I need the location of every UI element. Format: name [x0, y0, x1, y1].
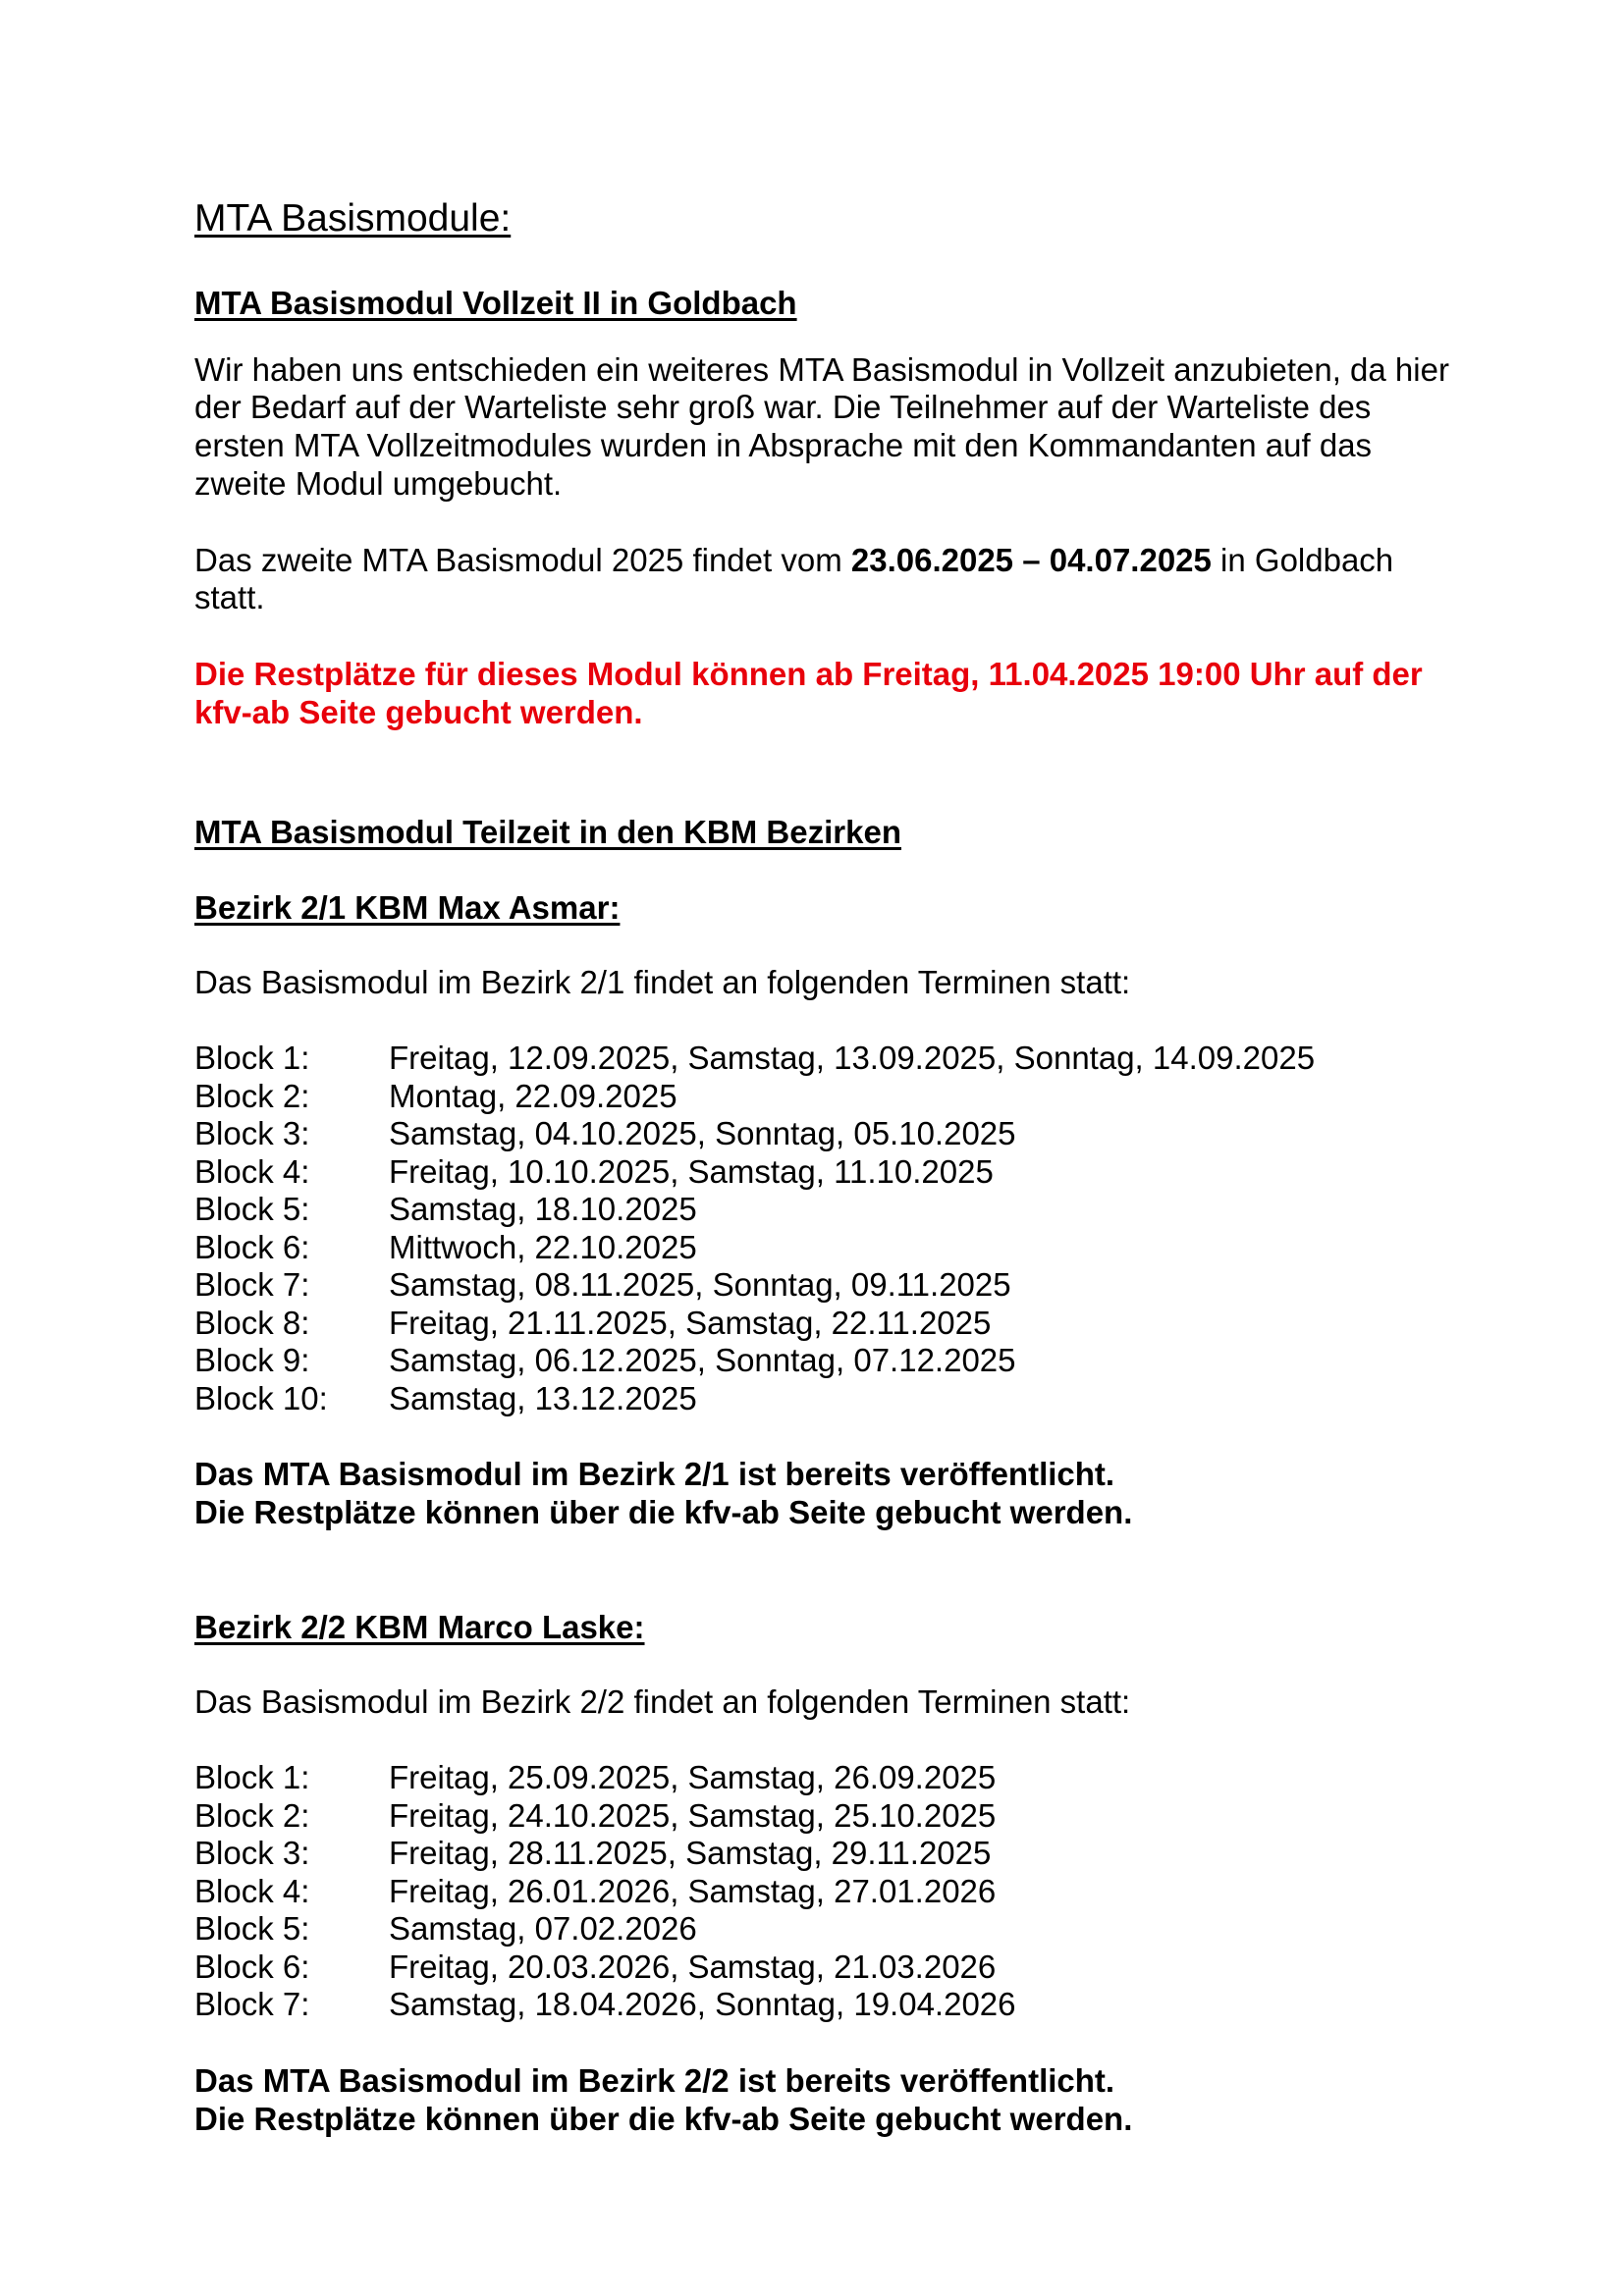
section-heading-teilzeit: MTA Basismodul Teilzeit in den KBM Bezirken	[194, 814, 901, 850]
block-label: Block 4:	[194, 1873, 310, 1909]
block-label: Block 8:	[194, 1305, 310, 1341]
date-line	[194, 544, 1393, 576]
block-dates: Freitag, 12.09.2025, Samstag, 13.09.2025, Sonntag, 14.09.2025	[389, 1040, 1316, 1076]
block-label: Block 6:	[194, 1949, 310, 1985]
district-heading: Bezirk 2/1 KBM Max Asmar:	[194, 889, 621, 926]
block-label: Block 7:	[194, 1986, 310, 2022]
block-label: Block 5:	[194, 1910, 310, 1947]
section-heading-vollzeit: MTA Basismodul Vollzeit II in Goldbach	[194, 285, 797, 321]
block-label: Block 3:	[194, 1115, 310, 1151]
paragraph-line: ersten MTA Vollzeitmodules wurden in Absprache mit den Kommandanten auf das	[194, 427, 1373, 463]
block-dates: Freitag, 28.11.2025, Samstag, 29.11.2025	[389, 1835, 992, 1871]
date-range: 23.06.2025 – 04.07.2025	[850, 542, 1212, 578]
block-dates: Freitag, 10.10.2025, Samstag, 11.10.2025	[389, 1153, 994, 1190]
paragraph-line: zweite Modul umgebucht.	[194, 465, 563, 502]
block-label: Block 4:	[194, 1153, 310, 1190]
block-dates: Freitag, 26.01.2026, Samstag, 27.01.2026	[389, 1873, 997, 1909]
district-status-line: Das MTA Basismodul im Bezirk 2/2 ist bereits veröffentlicht.	[194, 2062, 1115, 2099]
block-label: Block 2:	[194, 1797, 310, 1834]
block-dates: Samstag, 08.11.2025, Sonntag, 09.11.2025	[389, 1266, 1011, 1303]
block-dates: Samstag, 13.12.2025	[389, 1380, 697, 1416]
paragraph-line: Wir haben uns entschieden ein weiteres MTA Basismodul in Vollzeit anzubieten, da hier	[194, 351, 1449, 388]
district-heading: Bezirk 2/2 KBM Marco Laske:	[194, 1609, 645, 1645]
block-label: Block 1:	[194, 1759, 310, 1795]
block-dates: Freitag, 24.10.2025, Samstag, 25.10.2025	[389, 1797, 997, 1834]
block-dates: Freitag, 25.09.2025, Samstag, 26.09.2025	[389, 1759, 997, 1795]
block-dates: Samstag, 07.02.2026	[389, 1910, 697, 1947]
block-label: Block 3:	[194, 1835, 310, 1871]
block-label: Block 5:	[194, 1191, 310, 1227]
block-label: Block 6:	[194, 1229, 310, 1265]
date-line-suffix: in Goldbach	[1211, 542, 1394, 578]
block-dates: Samstag, 06.12.2025, Sonntag, 07.12.2025	[389, 1342, 1016, 1378]
booking-notice-line: Die Restplätze für dieses Modul können ab Freitag, 11.04.2025 19:00 Uhr auf der	[194, 656, 1423, 692]
district-intro: Das Basismodul im Bezirk 2/2 findet an folgenden Terminen statt:	[194, 1683, 1131, 1720]
block-dates: Freitag, 20.03.2026, Samstag, 21.03.2026	[389, 1949, 997, 1985]
block-dates: Samstag, 18.04.2026, Sonntag, 19.04.2026	[389, 1986, 1016, 2022]
block-label: Block 9:	[194, 1342, 310, 1378]
booking-notice-line: kfv-ab Seite gebucht werden.	[194, 694, 643, 730]
block-dates: Samstag, 04.10.2025, Sonntag, 05.10.2025	[389, 1115, 1016, 1151]
district-status-line: Das MTA Basismodul im Bezirk 2/1 ist bereits veröffentlicht.	[194, 1456, 1115, 1492]
block-label: Block 1:	[194, 1040, 310, 1076]
date-line-continuation: statt.	[194, 579, 265, 615]
block-label: Block 7:	[194, 1266, 310, 1303]
district-status-line: Die Restplätze können über die kfv-ab Seite gebucht werden.	[194, 2101, 1133, 2137]
district-status-line: Die Restplätze können über die kfv-ab Seite gebucht werden.	[194, 1494, 1133, 1530]
paragraph-line: der Bedarf auf der Warteliste sehr groß war. Die Teilnehmer auf der Warteliste des	[194, 389, 1372, 425]
date-line-prefix: Das zweite MTA Basismodul 2025 findet vom	[194, 542, 851, 578]
page-title: MTA Basismodule:	[194, 197, 512, 240]
block-label: Block 2:	[194, 1078, 310, 1114]
block-dates: Montag, 22.09.2025	[389, 1078, 677, 1114]
block-dates: Mittwoch, 22.10.2025	[389, 1229, 697, 1265]
block-dates: Samstag, 18.10.2025	[389, 1191, 697, 1227]
block-label: Block 10:	[194, 1380, 328, 1416]
block-dates: Freitag, 21.11.2025, Samstag, 22.11.2025	[389, 1305, 992, 1341]
district-intro: Das Basismodul im Bezirk 2/1 findet an folgenden Terminen statt:	[194, 964, 1131, 1000]
